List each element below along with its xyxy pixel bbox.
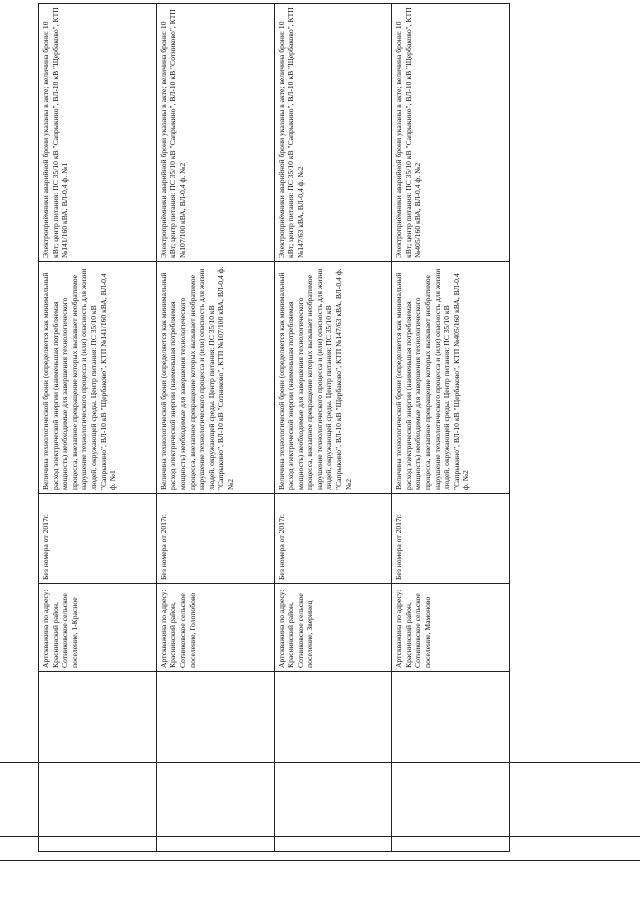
emergency-reserve-cell: Электроприёмники аварийной брони указаны в акте; величина брони: 10 кВт; центр питания: ПС 35/10 кВ "Сапрыкино", ВЛ-10 кВ "Сотниково", КТП №107/100 кВА, ВЛ-0,4 ф. №2 — [156, 4, 274, 262]
document-cell: Без номера от 2017г. — [274, 494, 392, 584]
table-row — [392, 4, 510, 852]
location-cell: Артскважина по адресу: Краснинский район, Сотниковское сельское поселение, Зверинец — [274, 584, 392, 672]
reservation-table — [38, 3, 510, 852]
emergency-reserve-cell: Электроприёмники аварийной брони указаны в акте; величина брони: 10 кВт; центр питания: ПС 35/10 кВ "Сапрыкино", ВЛ-10 кВ "Щербаково", КТП №147/63 кВА, ВЛ-0,4 ф. №2 — [274, 4, 392, 262]
footer-rule — [0, 762, 640, 763]
technological-reserve-cell: Величина технологической брони (определяется как минимальный расход электрической энергии (наименьшая потребляемая мощность) необходимые для завершения технологического процесса, внезапное прекращение которых вызывает необратимое нарушение технологического процесса и (или) опасность для жизни людей, окружающей среды. Центр питания: ПС 35/10 кВ "Сапрыкино", ВЛ-10 кВ "Щербаково", КТП №141/160 кВА, ВЛ-0,4 ф. №1 — [39, 262, 157, 494]
location-cell: Артскважина по адресу: Краснинский район, Сотниковское сельское поселение, Мамоново — [392, 584, 510, 672]
document-cell: Без номера от 2017г. — [39, 494, 157, 584]
footer-rule — [0, 860, 640, 861]
technological-reserve-cell: Величина технологической брони (определяется как минимальный расход электрической энергии (наименьшая потребляемая мощность) необходимые для завершения технологического процесса, внезапное прекращение которых вызывает необратимое нарушение технологического процесса и (или) опасность для жизни людей, окружающей среды. Центр питания: ПС 35/10 кВ "Сапрыкино", ВЛ-10 кВ "Щербаково", КТП №405/160 кВА, ВЛ-0,4 ф. №2 — [392, 262, 510, 494]
location-cell: Артскважина по адресу: Краснинский район, Сотниковское сельское поселение, Голопобово — [156, 584, 274, 672]
location-cell: Артскважина по адресу: Краснинский район, Сотниковское сельское поселение, 1-Красное — [39, 584, 157, 672]
technological-reserve-cell: Величина технологической брони (определяется как минимальный расход электрической энергии (наименьшая потребляемая мощность) необходимые для завершения технологического процесса, внезапное прекращение которых вызывает необратимое нарушение технологического процесса и (или) опасность для жизни людей, окружающей среды. Центр питания: ПС 35/10 кВ "Сапрыкино", ВЛ-10 кВ "Щербаково", КТП №147/63 кВА, ВЛ-0,4 ф. №2 — [274, 262, 392, 494]
table-row — [39, 4, 157, 852]
document-cell: Без номера от 2017г. — [156, 494, 274, 584]
table-row — [156, 4, 274, 852]
emergency-reserve-cell: Электроприёмники аварийной брони указаны в акте; величина брони: 10 кВт; центр питания: ПС 35/10 кВ "Сапрыкино", ВЛ-10 кВ "Щербаково", КТП №141/160 кВА, ВЛ-0,4 ф. №1 — [39, 4, 157, 262]
technological-reserve-cell: Величина технологической брони (определяется как минимальный расход электрической энергии (наименьшая потребляемая мощность) необходимые для завершения технологического процесса, внезапное прекращение которых вызывает необратимое нарушение технологического процесса и (или) опасность для жизни людей, окружающей среды. Центр питания: ПС 35/10 кВ "Сапрыкино", ВЛ-10 кВ "Сотниково", КТП №107/100 кВА, ВЛ-0,4 ф. №2 — [156, 262, 274, 494]
document-cell: Без номера от 2017г. — [392, 494, 510, 584]
emergency-reserve-cell: Электроприёмники аварийной брони указаны в акте; величина брони: 10 кВт; центр питания: ПС 35/10 кВ "Сапрыкино", ВЛ-10 кВ "Щербаково", КТП №405/160 кВА, ВЛ-0,4 ф. №2 — [392, 4, 510, 262]
table-row — [274, 4, 392, 852]
footer-rule — [0, 836, 640, 837]
rotated-table-sheet — [38, 4, 510, 852]
